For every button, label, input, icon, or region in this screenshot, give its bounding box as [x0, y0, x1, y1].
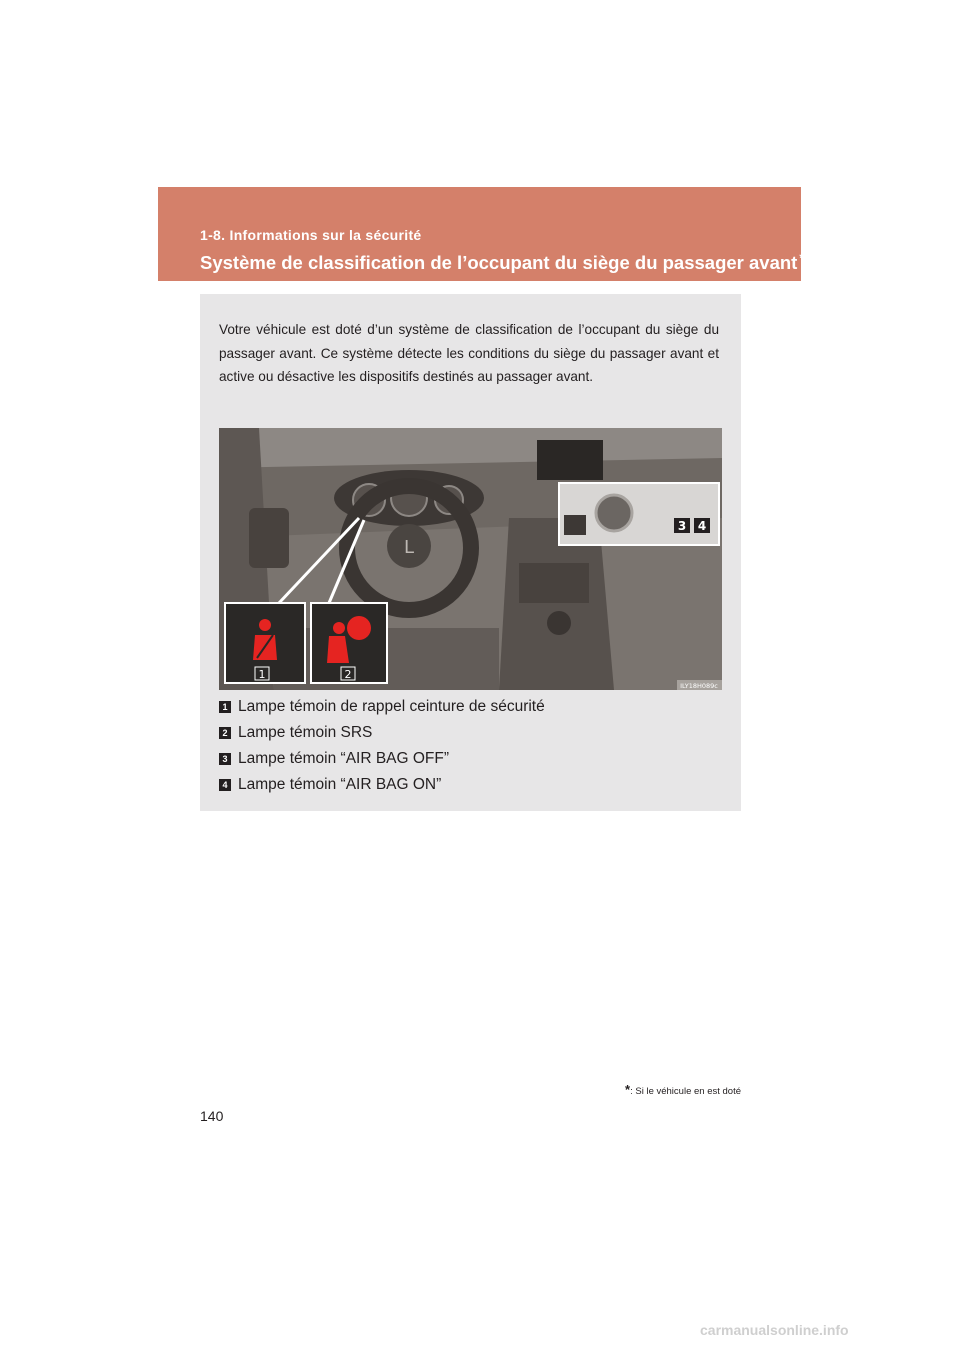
callout-1-label: 1 [258, 668, 266, 681]
srs-airbag-icon [347, 616, 371, 640]
callout-3-label: 3 [677, 519, 687, 533]
seatbelt-icon-head [259, 619, 271, 631]
legend-number-badge: 4 [219, 779, 231, 791]
legend-list [219, 694, 729, 798]
legend-item [219, 720, 729, 746]
section-label: 1-8. Informations sur la sécurité [200, 227, 422, 243]
srs-icon-head [333, 622, 345, 634]
watermark: carmanualsonline.info [700, 1322, 849, 1338]
door-handle [249, 508, 289, 568]
legend-item [219, 746, 729, 772]
legend-item [219, 772, 729, 798]
page-title-text: Système de classification de l’occupant du siège du passager avant [200, 252, 798, 274]
page-title [200, 251, 804, 274]
climate-panel [519, 563, 589, 603]
remote-touch-knob [547, 611, 571, 635]
page-number: 140 [200, 1108, 224, 1124]
legend-number-badge: 1 [219, 701, 231, 713]
intro-paragraph: Votre véhicule est doté d’un système de classification de l’occupant du siège du passager avant. Ce système détecte les conditions du siège du passager avant et active ou désactive les dispositifs destinés au passager avant. [219, 322, 719, 384]
legend-number-badge: 2 [219, 727, 231, 739]
legend-number-badge: 3 [219, 753, 231, 765]
dashboard-illustration [219, 428, 722, 690]
legend-text: Lampe témoin “AIR BAG OFF” [238, 750, 450, 767]
legend-text: Lampe témoin “AIR BAG ON” [238, 776, 442, 793]
navigation-screen [537, 440, 603, 480]
title-footnote-marker: * [799, 251, 805, 265]
legend-text: Lampe témoin SRS [238, 724, 373, 741]
brand-emblem: L [403, 537, 415, 558]
footnote [600, 1082, 741, 1097]
image-code-label: ILY18H089c [680, 682, 718, 690]
legend-item [219, 694, 729, 720]
legend-text: Lampe témoin de rappel ceinture de sécurité [238, 698, 545, 715]
indicator-inset-panel [559, 483, 719, 545]
callout-2-label: 2 [344, 668, 352, 681]
drive-mode-dial [596, 495, 632, 531]
footnote-star-icon: * [625, 1082, 631, 1097]
footnote-text: : Si le véhicule en est doté [630, 1086, 741, 1097]
callout-4-label: 4 [697, 519, 707, 533]
ev-mode-button [564, 515, 586, 535]
dashboard-drawing [219, 428, 722, 690]
